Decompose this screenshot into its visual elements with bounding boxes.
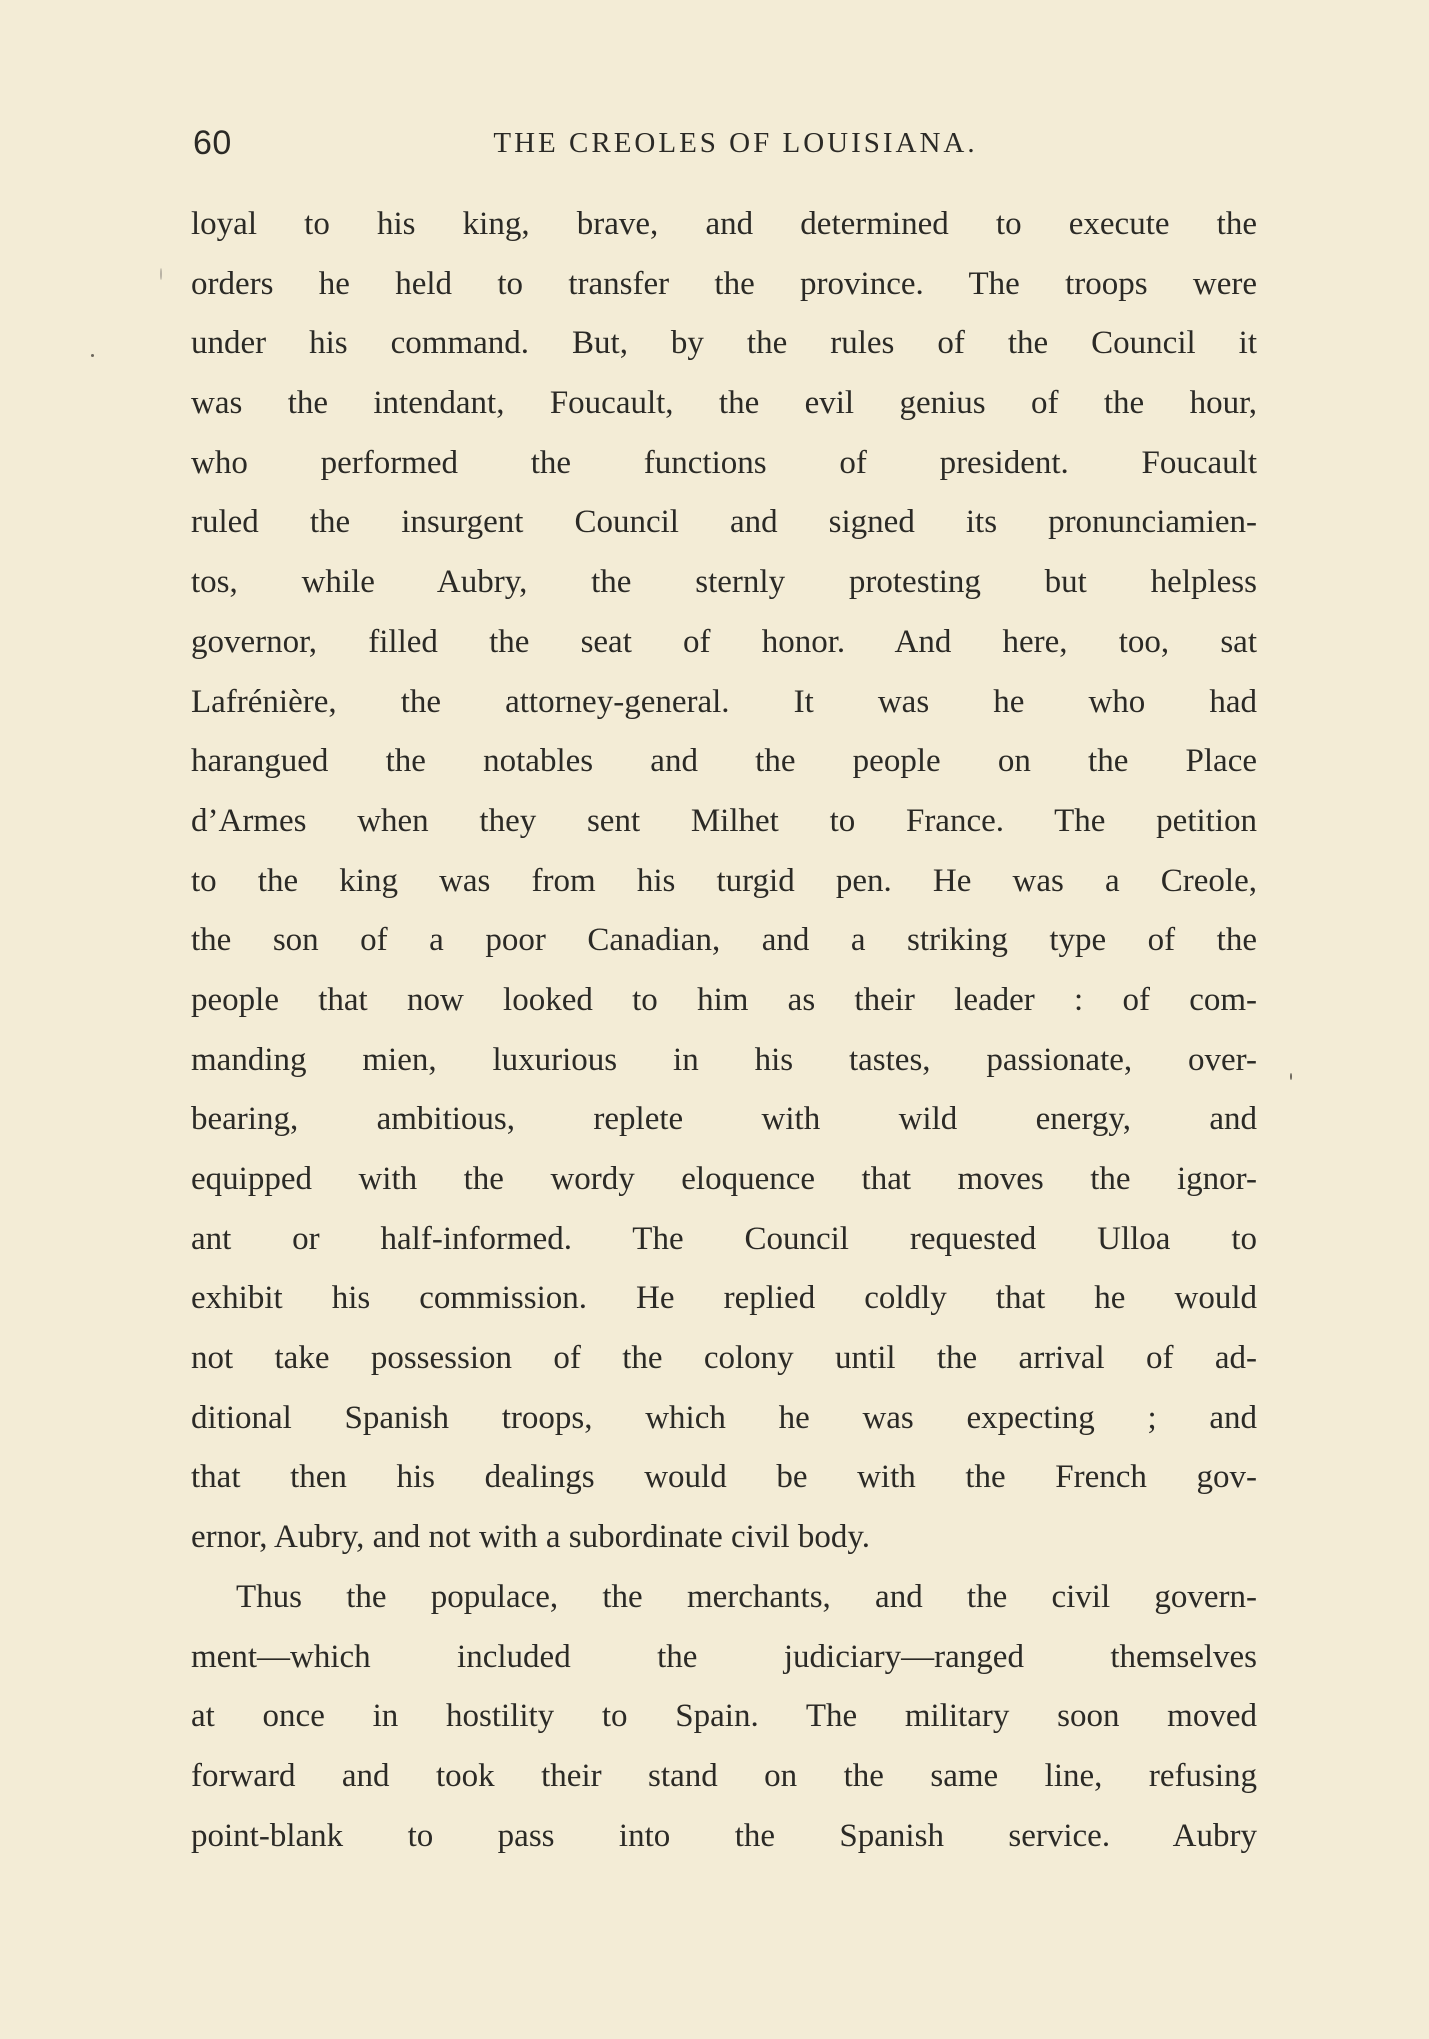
text-line: not take possession of the colony until the arrival of ad- (191, 1340, 1257, 1377)
page-header (193, 118, 1258, 168)
running-title: THE CREOLES OF LOUISIANA. (493, 127, 978, 159)
paper-speck (160, 268, 162, 280)
text-line: harangued the notables and the people on the Place (191, 743, 1257, 780)
text-line: under his command. But, by the rules of the Council it (191, 325, 1257, 362)
paragraph-start-line: Thus the populace, the merchants, and the civil govern- (236, 1578, 1257, 1615)
page-number: 60 (193, 124, 232, 162)
text-line: Lafrénière, the attorney-general. It was he who had (191, 683, 1257, 720)
text-line: equipped with the wordy eloquence that moves the ignor- (191, 1161, 1257, 1197)
text-line: manding mien, luxurious in his tastes, passionate, over- (191, 1041, 1257, 1078)
paper-speck (91, 354, 94, 357)
text-line: that then his dealings would be with the French gov- (191, 1459, 1257, 1496)
body-text (191, 195, 1257, 1866)
text-line: forward and took their stand on the same line, refusing (191, 1757, 1257, 1794)
text-line: ment—which included the judiciary—ranged themselves (191, 1638, 1257, 1675)
text-line: tos, while Aubry, the sternly protesting but helpless (191, 564, 1257, 601)
text-line: ruled the insurgent Council and signed its pronunciamien- (191, 504, 1257, 541)
text-line: exhibit his commission. He replied coldly that he would (191, 1280, 1257, 1317)
text-line: to the king was from his turgid pen. He was a Creole, (191, 862, 1257, 899)
text-line: loyal to his king, brave, and determined to execute the (191, 206, 1257, 242)
text-line: was the intendant, Foucault, the evil genius of the hour, (191, 385, 1257, 422)
text-line: ditional Spanish troops, which he was expecting ; and (191, 1399, 1257, 1436)
text-line: bearing, ambitious, replete with wild energy, and (191, 1101, 1257, 1138)
text-line: the son of a poor Canadian, and a striking type of the (191, 922, 1257, 959)
text-line: d’Armes when they sent Milhet to France. The petition (191, 802, 1257, 839)
text-line: point-blank to pass into the Spanish service. Aubry (191, 1817, 1257, 1854)
text-line: people that now looked to him as their leader : of com- (191, 981, 1257, 1018)
text-line: governor, filled the seat of honor. And here, too, sat (191, 623, 1257, 660)
text-line: orders he held to transfer the province. The troops were (191, 265, 1257, 302)
paper-speck (1290, 1073, 1292, 1080)
text-line: at once in hostility to Spain. The military soon moved (191, 1698, 1257, 1735)
text-line: ant or half-informed. The Council requested Ulloa to (191, 1220, 1257, 1257)
paragraph-end-line: ernor, Aubry, and not with a subordinate civil body. (191, 1519, 871, 1556)
text-line: who performed the functions of president. Foucault (191, 444, 1257, 481)
